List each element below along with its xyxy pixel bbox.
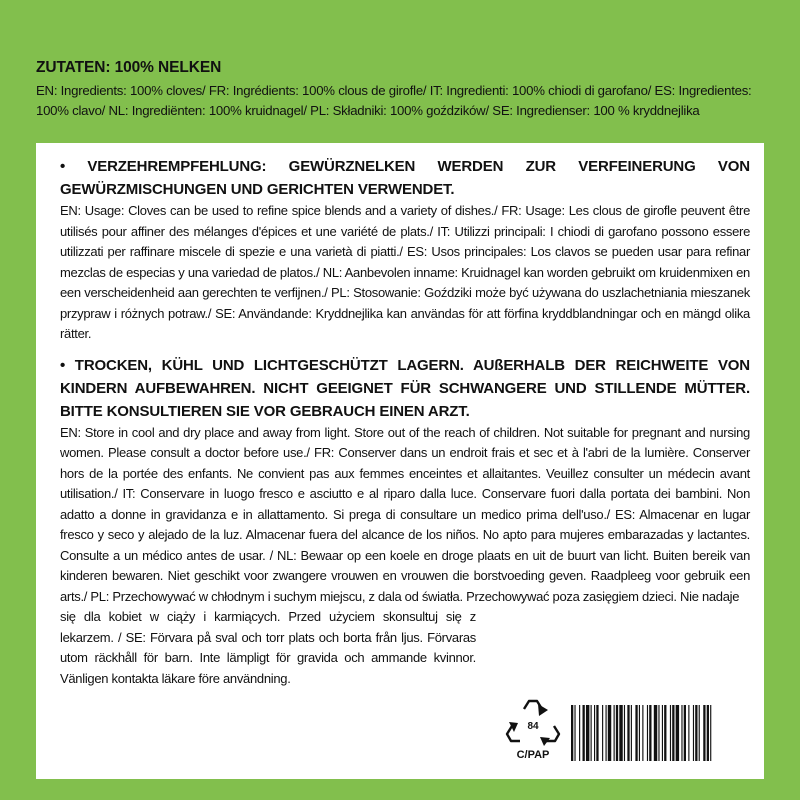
storage-heading: • TROCKEN, KÜHL UND LICHTGESCHÜTZT LAGERN. AUßERHALB DER REICHWEITE VON KINDERN AUFBEWAHREN. NICHT GEEIGNET FÜR SCHWANGERE UND STILLENDE MÜTTER. BITTE KONSULTIEREN SIE VOR GEBRAUCH EINEN ARZT.: [60, 356, 750, 420]
storage-text: EN: Store in cool and dry place and away from light. Store out of the reach of children. Not suitable for pregnant and nursing women. Please consult a doctor before use./ FR: Conserver dans un endroit frais et sec et à l'abri de la lumière. Conserver hors de la portée des enfants. Ne convient pas aux femmes enceintes et allaitantes. Veuillez consulter un médecin avant utilisation./ IT: Conservare in luogo fresco e asciutto e al riparo dalla luce. Conservare fuori dalla portata dei bambini. Non adatto a donne in gravidanza e in allattamento. Si prega di consultare un medico prima dell'uso./ ES: Almacenar en lugar fresco y seco y alejado de la luz. Almacenar fuera del alcance de los niños. No apto para mujeres embarazadas y lactantes. Consulte a un médico antes de usar. / NL: Bewaar op een koele en droge plaats en uit de buurt van licht. Buiten bereik van kinderen bewaren. Niet geschikt voor zwangere vrouwen en vrouwen die borstvoeding geven. Raadpleeg voor gebruik een arts./ PL: Przechowywać w chłodnym i suchym miejscu, z dala od światła. Przechowywać poza zasięgiem dzieci. Nie nadaje: [60, 424, 750, 604]
storage-text-continued: się dla kobiet w ciąży i karmiących. Przed użyciem skonsultuj się z lekarzem. / SE: Förvara på sval och torr plats och borta från ljus. Förvaras utom räckhåll för barn. Inte lämpligt för gravida och ammande kvinnor. Vänligen kontakta läkare före användning.: [60, 609, 476, 686]
info-panel: [36, 143, 764, 779]
recycling-code: C/PAP: [516, 749, 550, 761]
usage-section: [60, 155, 750, 345]
storage-section: [60, 354, 750, 690]
barcode: [571, 705, 751, 761]
recycling-number: 84: [527, 721, 539, 732]
usage-text: EN: Usage: Cloves can be used to refine spice blends and a variety of dishes./ FR: Usage: Les clous de girofle peuvent être utilisés pour affiner des mélanges d'épices et une variété de plats./ IT: Utilizzi principali: I chiodi di garofano possono essere utilizzati per raffinare miscele di spezie e una varietà di piatti./ ES: Usos principales: Los clavos se pueden usar para refinar mezclas de especias y una variedad de platos./ NL: Aanbevolen inname: Kruidnagel kan worden gebruikt om kruidenmixen en een verscheidenheid aan gerechten te verfijnen./ PL: Stosowanie: Goździki może być używana do uszlachetniania mieszanek przypraw i różnych potraw./ SE: Användande: Kryddnejlika kan användas för att förfina kryddblandningar och en mängd olika rätter.: [60, 203, 750, 341]
recycling-icon: [498, 696, 568, 766]
info-content: [60, 155, 750, 689]
ingredients-translations: EN: Ingredients: 100% cloves/ FR: Ingrédients: 100% clous de girofle/ IT: Ingredienti: 100% chiodi di garofano/ ES: Ingredientes: 100% clavo/ NL: Ingrediënten: 100% kruidnagel/ PL: Składniki: 100% goździków/ SE: Ingredienser: 100 % kryddnejlika: [36, 83, 752, 118]
ingredients-section: [36, 58, 771, 121]
ingredients-title: ZUTATEN: 100% NELKEN: [36, 59, 222, 76]
usage-heading: • VERZEHREMPFEHLUNG: GEWÜRZNELKEN WERDEN ZUR VERFEINERUNG VON GEWÜRZMISCHUNGEN UND GERICHTEN VERWENDET.: [60, 158, 750, 198]
